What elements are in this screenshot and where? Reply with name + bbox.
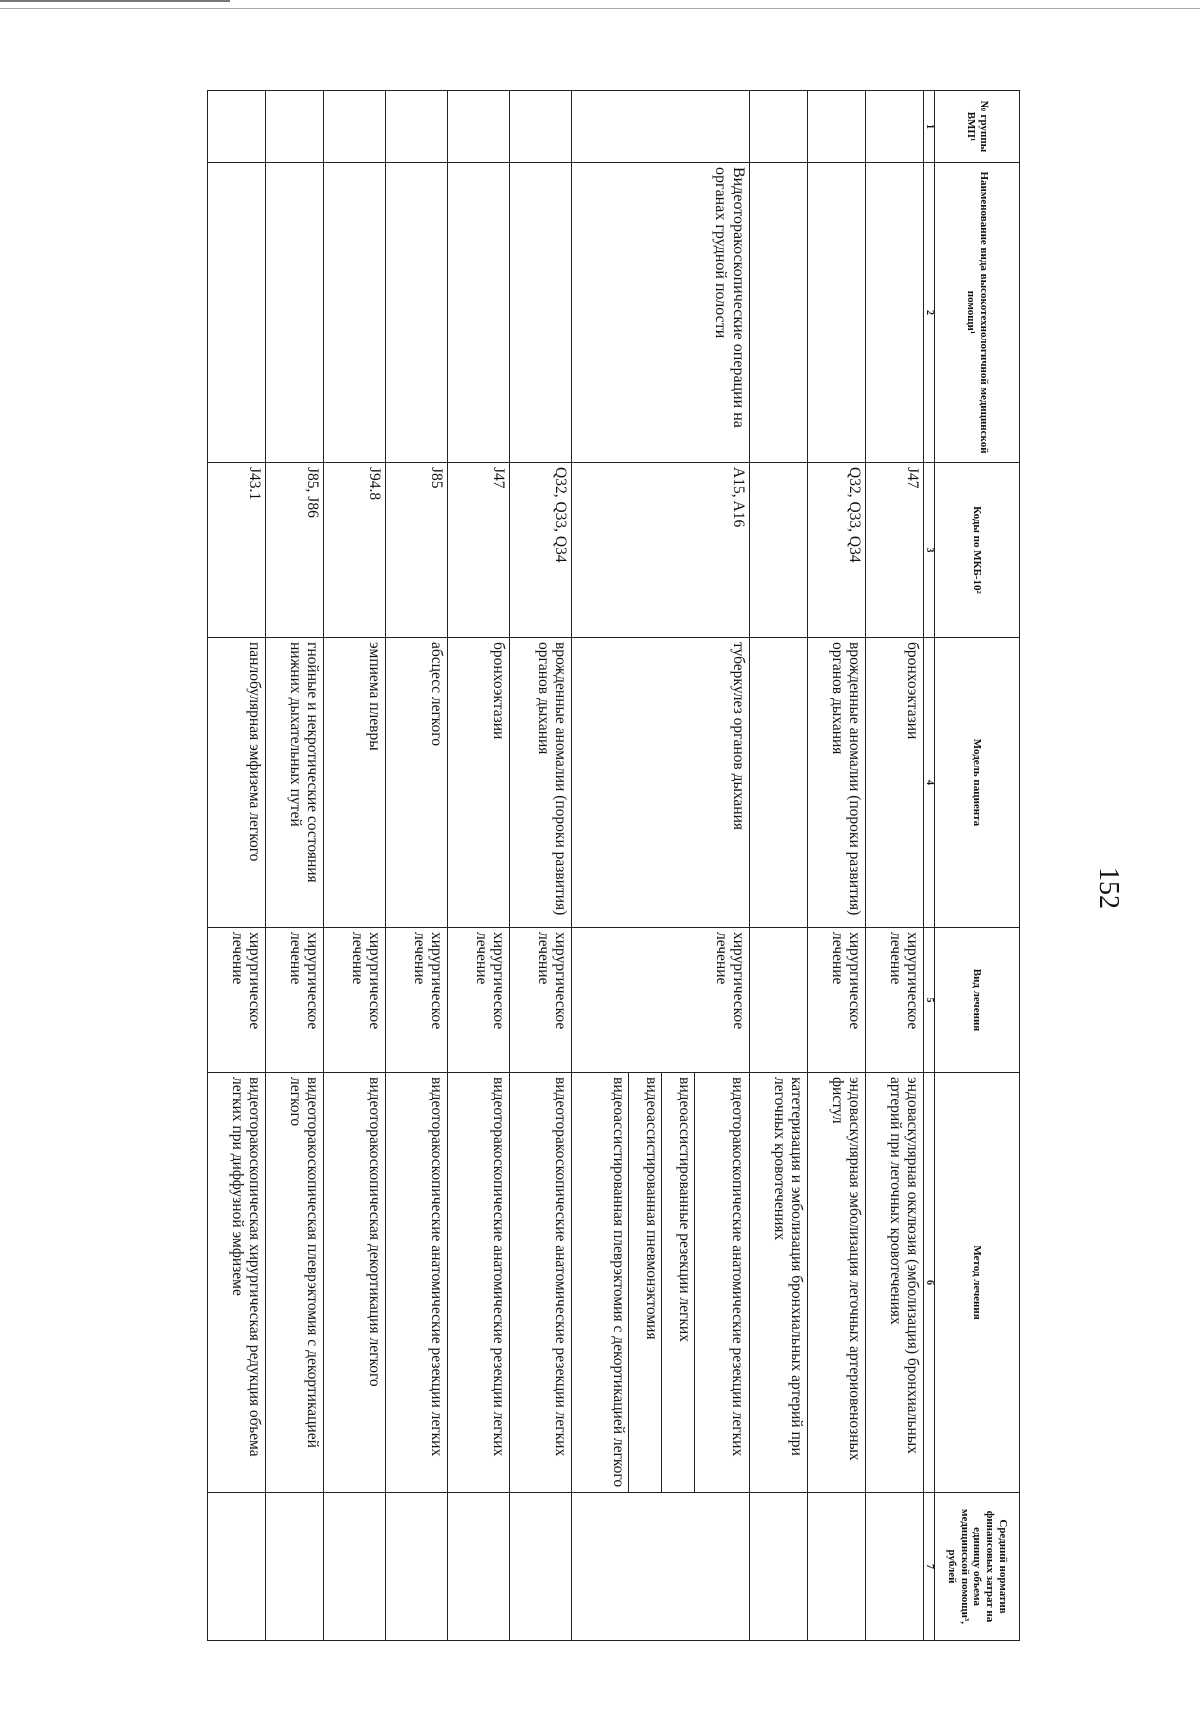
cell-method: эндоваскулярная эмболизация легочных артериовенозных фистул [808,1073,866,1493]
cell-method: видеоторакоскопические анатомические резекции легких [448,1073,510,1493]
cell-type [866,163,924,463]
cell-group [324,91,386,163]
cell-model: эмпиема плевры [324,638,386,928]
column-number: 2 [924,163,935,463]
method-item: видеоассистированная пневмонэктомия [628,1073,661,1492]
cell-cost [266,1493,324,1641]
table-row [866,91,924,1641]
cell-method-list [572,1073,750,1493]
cell-model: панлобулярная эмфизема легкого [208,638,266,928]
cell-model: гнойные и некротические состояния нижних дыхательных путей [266,638,324,928]
cell-codes: J47 [866,463,924,638]
cell-codes: J85 [386,463,448,638]
cell-type [324,163,386,463]
cell-treatment: хирургическое лечение [572,928,750,1073]
cell-type [750,163,808,463]
table-row [266,91,324,1641]
cell-type [808,163,866,463]
cell-cost [324,1493,386,1641]
header-treatment: Вид лечения [935,928,1020,1073]
page-number: 152 [1093,867,1124,909]
cell-treatment: хирургическое лечение [808,928,866,1073]
cell-cost [866,1493,924,1641]
cell-group [266,91,324,163]
cell-group [510,91,572,163]
cell-treatment: хирургическое лечение [208,928,266,1073]
cell-model: врожденные аномалии (пороки развития) органов дыхания [808,638,866,928]
cell-cost [208,1493,266,1641]
table-row [386,91,448,1641]
cell-group [448,91,510,163]
column-number-row [924,91,935,1641]
cell-type: Видеоторакоскопические операции на органах грудной полости [572,163,750,463]
cell-treatment: хирургическое лечение [866,928,924,1073]
cell-treatment: хирургическое лечение [386,928,448,1073]
cell-group [208,91,266,163]
cell-group [750,91,808,163]
cell-codes: J85, J86 [266,463,324,638]
cell-codes: Q32, Q33, Q34 [808,463,866,638]
header-codes: Коды по МКБ-10² [935,463,1020,638]
method-item: видеоторакоскопические анатомические резекции легких [694,1073,747,1492]
table-row [510,91,572,1641]
cell-method: катетеризация и эмболизация бронхиальных артерий при легочных кровотечениях [750,1073,808,1493]
cell-model: бронхоэктазии [866,638,924,928]
header-cost: Средний норматив финансовых затрат на единицу объема медицинской помощи³, рублей [935,1493,1020,1641]
cell-method: видеоторакоскопическая декортикация легкого [324,1073,386,1493]
cell-group [808,91,866,163]
method-item: видеоассистированная плеврэктомия с декортикацией легкого [610,1077,627,1488]
cell-method: видеоторакоскопические анатомические резекции легких [386,1073,448,1493]
cell-cost [572,1493,750,1641]
column-number: 4 [924,638,935,928]
cell-treatment: хирургическое лечение [324,928,386,1073]
cell-method: видеоторакоскопическая хирургическая редукция объема легких при диффузной эмфиземе [208,1073,266,1493]
table-row [208,91,266,1641]
cell-method: эндоваскулярная окклюзия (эмболизация) бронхиальных артерий при легочных кровотечениях [866,1073,924,1493]
cell-cost [510,1493,572,1641]
table-row [448,91,510,1641]
table-row [572,91,750,1641]
table-row [750,91,808,1641]
vmp-table [207,90,1020,1641]
cell-type [208,163,266,463]
cell-model [750,638,808,928]
cell-treatment [750,928,808,1073]
method-item: видеоассистированные резекции легких [661,1073,694,1492]
cell-type [448,163,510,463]
cell-model: абсцесс легкого [386,638,448,928]
scan-edge-mark [0,0,230,2]
cell-model: туберкулез органов дыхания [572,638,750,928]
cell-treatment: хирургическое лечение [266,928,324,1073]
cell-model: бронхоэктазии [448,638,510,928]
cell-cost [750,1493,808,1641]
column-number: 3 [924,463,935,638]
column-number: 5 [924,928,935,1073]
table-row [808,91,866,1641]
cell-group [866,91,924,163]
cell-cost [386,1493,448,1641]
column-number: 7 [924,1493,935,1641]
cell-codes: J43.1 [208,463,266,638]
table-row [324,91,386,1641]
cell-type [510,163,572,463]
column-number: 6 [924,1073,935,1493]
header-type: Наименование вида высокотехнологичной медицинской помощи¹ [935,163,1020,463]
cell-codes: A15, A16 [572,463,750,638]
cell-group [572,91,750,163]
cell-codes: J47 [448,463,510,638]
cell-treatment: хирургическое лечение [510,928,572,1073]
scan-edge-line [0,8,1200,9]
cell-codes: J94.8 [324,463,386,638]
cell-method: видеоторакоскопическая плеврэктомия с декортикацией легкого [266,1073,324,1493]
cell-method: видеоторакоскопические анатомические резекции легких [510,1073,572,1493]
column-number: 1 [924,91,935,163]
cell-cost [448,1493,510,1641]
cell-codes [750,463,808,638]
header-group: № группы ВМП¹ [935,91,1020,163]
cell-treatment: хирургическое лечение [448,928,510,1073]
cell-model: врожденные аномалии (пороки развития) органов дыхания [510,638,572,928]
cell-group [386,91,448,163]
header-row [935,91,1020,1641]
cell-type [266,163,324,463]
cell-cost [808,1493,866,1641]
rotated-table-wrapper [110,90,1020,1640]
cell-type [386,163,448,463]
cell-codes: Q32, Q33, Q34 [510,463,572,638]
header-method: Метод лечения [935,1073,1020,1493]
header-model: Модель пациента [935,638,1020,928]
